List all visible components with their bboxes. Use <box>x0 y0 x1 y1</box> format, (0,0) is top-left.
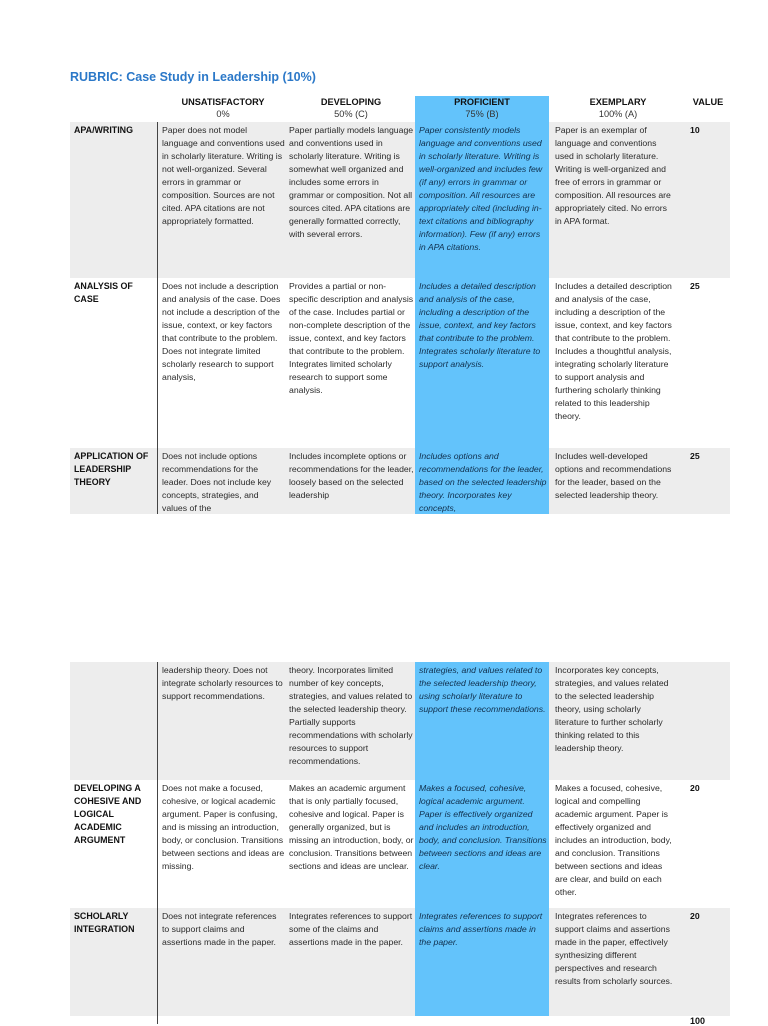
cell-proficient: Includes a detailed description and analysis of the case, including a description of the issue, context, and key factors that contribute to the problem. Integrates scholarly literature to support analysis. <box>415 278 549 448</box>
header-name: VALUE <box>692 97 724 107</box>
rubric-row-apa-writing <box>70 122 730 278</box>
header-value <box>686 96 730 122</box>
row-label: APPLICATION OF LEADERSHIP THEORY <box>74 451 149 487</box>
header-name: EXEMPLARY <box>589 97 647 107</box>
cell-proficient: Paper consistently models language and conventions used in scholarly literature. Writing is well-organized and includes few (if any) errors in grammar or composition. All resources are appropriately cited (including in-text citations and bibliography information). Few (if any) errors in APA citations. <box>415 122 549 278</box>
rubric-row-scholarly-integration <box>70 908 730 1016</box>
row-label: SCHOLARLY INTEGRATION <box>74 911 135 934</box>
cell-value: 20 <box>690 911 700 921</box>
cell-exemplary: Integrates references to support claims and assertions made in the paper, effectively synthesizing different perspectives and research results from scholarly sources. <box>555 911 673 986</box>
rubric-row-application-continued <box>70 662 730 780</box>
header-pct: 0% <box>216 109 230 119</box>
cell-developing: Integrates references to support some of the claims and assertions made in the paper. <box>289 911 413 947</box>
cell-value <box>690 662 730 780</box>
rubric-row-developing-argument <box>70 780 730 908</box>
rubric-table-part-1 <box>70 122 730 514</box>
cell-value: 10 <box>690 125 700 135</box>
row-label: DEVELOPING A COHESIVE AND LOGICAL ACADEMIC ARGUMENT <box>74 783 142 845</box>
cell-proficient: strategies, and values related to the selected leadership theory, using scholarly literature to support these recommendations. <box>415 662 549 780</box>
cell-proficient: Integrates references to support claims and assertions made in the paper. <box>415 908 549 1016</box>
header-proficient <box>415 96 549 122</box>
cell-developing: Includes incomplete options or recommendations for the leader, loosely based on the selected leadership <box>289 451 414 500</box>
cell-value: 25 <box>690 451 700 461</box>
header-developing <box>288 96 414 122</box>
cell-exemplary: Makes a focused, cohesive, logical and compelling academic argument. Paper is effectively organized and includes an introduction, body, and conclusion. Transitions between sections and ideas are clear, and build on each other. <box>555 783 672 897</box>
header-pct: 100% (A) <box>598 109 638 119</box>
header-exemplary <box>553 96 683 122</box>
cell-exemplary: Includes well-developed options and recommendations for the leader, based on the selected leadership theory. <box>555 451 672 500</box>
cell-developing: theory. Incorporates limited number of key concepts, strategies, and values related to the selected leadership theory. Partially supports recommendations with scholarly resources to support recommendations. <box>289 665 413 766</box>
row-label: ANALYSIS OF CASE <box>74 281 133 304</box>
cell-developing: Paper partially models language and conventions used in scholarly literature. Writing is somewhat well organized and includes some errors in grammar or composition. Not all sources cited. APA citations are generally formatted correctly, with several errors. <box>289 125 414 239</box>
header-name: UNSATISFACTORY <box>181 97 265 107</box>
cell-proficient: Makes a focused, cohesive, logical academic argument. Paper is effectively organized and includes an introduction, body, and conclusion. Transitions between sections and ideas are clear. <box>415 780 549 908</box>
cell-value: 20 <box>690 783 700 793</box>
cell-unsatisfactory: leadership theory. Does not integrate scholarly resources to support recommendations. <box>157 662 285 780</box>
header-name: PROFICIENT <box>454 97 510 107</box>
rubric-title: RUBRIC: Case Study in Leadership (10%) <box>70 70 316 84</box>
header-pct: 50% (C) <box>334 109 368 119</box>
cell-unsatisfactory: Paper does not model language and conventions used in scholarly literature. Writing is not well-organized. Several errors in grammar or composition. Sources are not cited. APA citations are not appropriately formatted. <box>157 122 285 278</box>
column-divider <box>157 1016 158 1024</box>
cell-exemplary: Paper is an exemplar of language and conventions used in scholarly literature. Writing is well-organized and free of errors in grammar or composition. All resources are appropriately cited. No errors in APA format. <box>555 125 671 226</box>
cell-proficient: Includes options and recommendations for the leader, based on the selected leadership theory. Incorporates key concepts, <box>415 448 549 514</box>
row-label <box>70 662 156 780</box>
cell-exemplary: Incorporates key concepts, strategies, and values related to the selected leadership theory, using scholarly literature to further scholarly thinking related to this leadership theory. <box>555 665 669 753</box>
header-pct: 75% (B) <box>465 109 499 119</box>
cell-developing: Makes an academic argument that is only partially focused, cohesive and logical. Paper is generally organized, but is missing an introduction, body, or conclusion. Transitions between sections and ideas are unclear. <box>289 783 414 871</box>
cell-exemplary: Includes a detailed description and analysis of the case, including a description of the issue, context, and key factors that contribute to the problem. Includes a thoughtful analysis, integrating scholarly literature to support analysis and furthering scholarly thinking related to this leadership theory. <box>555 281 672 421</box>
total-value: 100 <box>690 1016 706 1026</box>
cell-unsatisfactory: Does not include options recommendations for the leader. Does not include key concepts, strategies, and values of the <box>157 448 285 514</box>
cell-unsatisfactory: Does not integrate references to support claims and assertions made in the paper. <box>157 908 285 1016</box>
header-unsatisfactory <box>158 96 288 122</box>
cell-developing: Provides a partial or non-specific description and analysis of the case. Includes partial or non-complete description of the issue, context, and key factors that contribute to the problem. Integrates limited scholarly research to support some analysis. <box>289 281 414 395</box>
cell-unsatisfactory: Does not include a description and analysis of the case. Does not include a description of the issue, context, or key factors that contribute to the problem. Does not integrate limited scholarly research to support analysis, <box>157 278 285 448</box>
rubric-row-application-of-leadership-theory <box>70 448 730 514</box>
rubric-table-part-2 <box>70 662 730 1016</box>
row-label: APA/WRITING <box>74 125 133 135</box>
header-name: DEVELOPING <box>320 97 382 107</box>
rubric-row-analysis-of-case <box>70 278 730 448</box>
cell-unsatisfactory: Does not make a focused, cohesive, or logical academic argument. Paper is confusing, and is missing an introduction, body, or conclusion. Transitions between sections and ideas are missing. <box>157 780 285 908</box>
cell-value: 25 <box>690 281 700 291</box>
